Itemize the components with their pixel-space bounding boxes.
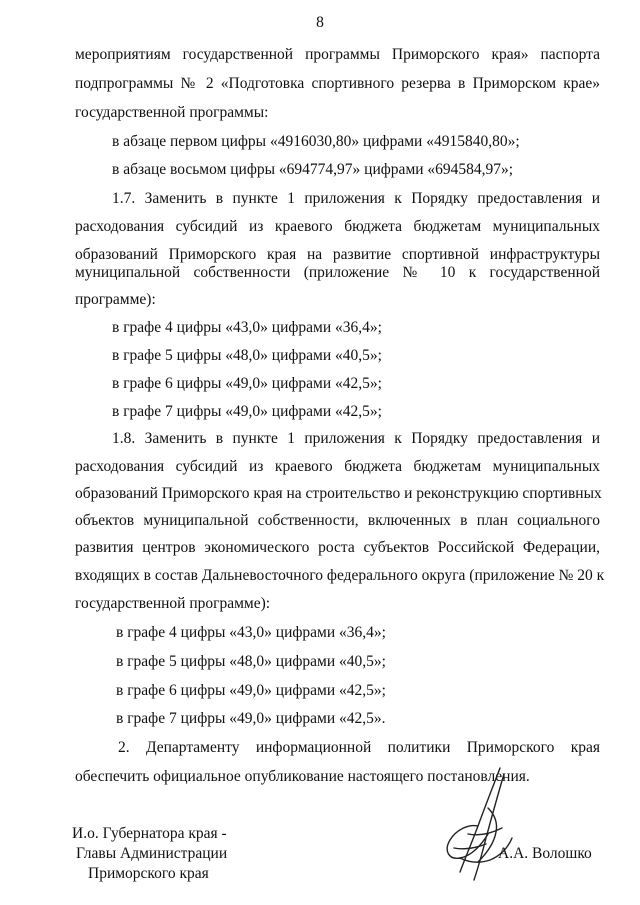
signatory-title-line3: Приморского края [88, 865, 209, 882]
paragraph-2-start: 2. Департаменту информационной политики Приморского края [118, 739, 600, 756]
text-line: развития центров экономического роста субъектов Российской Федерации, [75, 539, 600, 556]
text-line: обеспечить официальное опубликование настоящего постановления. [75, 768, 530, 785]
text-line: в абзаце первом цифры «4916030,80» цифрами «4915840,80»; [112, 133, 520, 150]
list-item: в графе 4 цифры «43,0» цифрами «36,4»; [112, 319, 382, 336]
list-item: в графе 6 цифры «49,0» цифрами «42,5»; [116, 682, 386, 699]
handwritten-signature [438, 764, 528, 884]
signatory-title-line2: Главы Администрации [76, 845, 228, 862]
page-number: 8 [316, 14, 324, 31]
list-item: в графе 7 цифры «49,0» цифрами «42,5»; [112, 403, 382, 420]
list-item: в графе 4 цифры «43,0» цифрами «36,4»; [116, 624, 386, 641]
text-line: объектов муниципальной собственности, включенных в план социального [75, 512, 600, 529]
list-item: в графе 6 цифры «49,0» цифрами «42,5»; [112, 375, 382, 392]
paragraph-1-7-start: 1.7. Заменить в пункте 1 приложения к Порядку предоставления и [112, 190, 600, 207]
text-line: государственной программы: [75, 104, 269, 121]
list-item: в графе 5 цифры «48,0» цифрами «40,5»; [116, 653, 386, 670]
list-item: в графе 5 цифры «48,0» цифрами «40,5»; [112, 347, 382, 364]
text-line: программе): [75, 291, 156, 308]
text-line: входящих в состав Дальневосточного федерального округа (приложение № 20 к [75, 567, 605, 584]
text-line: мероприятиям государственной программы Приморского края» паспорта [75, 46, 600, 63]
text-line: расходования субсидий из краевого бюджета бюджетам муниципальных [75, 218, 600, 235]
text-line: образований Приморского края на строительство и реконструкцию спортивных [75, 485, 602, 502]
text-line: государственной программе): [75, 595, 271, 612]
text-line: расходования субсидий из краевого бюджета бюджетам муниципальных [75, 458, 600, 475]
text-line: подпрограммы № 2 «Подготовка спортивного резерва в Приморском крае» [75, 75, 600, 92]
text-line: в абзаце восьмом цифры «694774,97» цифрами «694584,97»; [112, 161, 514, 178]
signatory-title-line1: И.о. Губернатора края - [72, 825, 227, 842]
signatory-name: А.А. Волошко [498, 845, 592, 862]
text-line: муниципальной собственности (приложение № 10 к государственной [75, 264, 600, 281]
list-item: в графе 7 цифры «49,0» цифрами «42,5». [116, 710, 386, 727]
paragraph-1-8-start: 1.8. Заменить в пункте 1 приложения к Порядку предоставления и [112, 430, 600, 447]
text-line: образований Приморского края на развитие спортивной инфраструктуры [75, 246, 600, 263]
